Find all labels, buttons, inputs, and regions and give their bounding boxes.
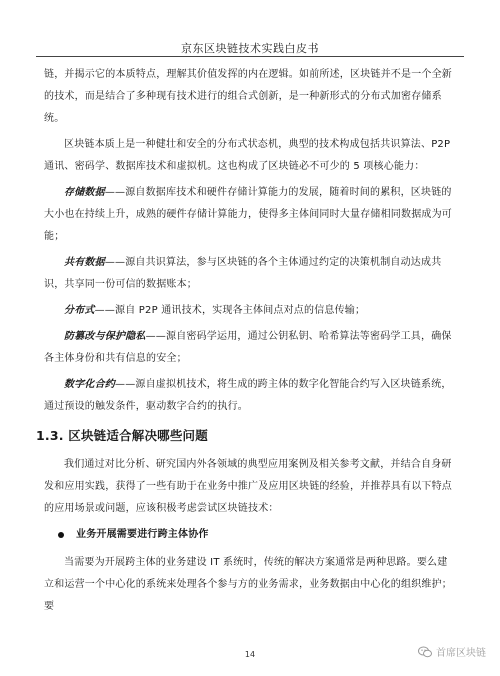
capability-distributed-text: ——源自 P2P 通讯技术，实现各主体间点对点的信息传输； [94, 305, 366, 316]
wechat-icon [418, 646, 432, 658]
capability-distributed [44, 300, 456, 322]
document-body [36, 64, 456, 622]
paragraph-intro-line-1: 链，并揭示它的本质特点，理解其价值发挥的内在逻辑。如前所述，区块链并不是一个全新 [44, 69, 452, 80]
capability-tamper-proof [44, 326, 456, 370]
section-heading: 1.3. 区块链适合解决哪些问题 [36, 428, 208, 443]
capability-distributed-term: 分布式 [64, 305, 95, 316]
bullet-item-label: 业务开展需要进行跨主体协作 [76, 529, 209, 540]
page-number: 14 [244, 650, 256, 659]
capability-smart-contract-text: ——源自虚拟机技术，将生成的跨主体的数字化智能合约写入区块链系统，通过预设的触发条件，驱动数字合约的执行。 [44, 379, 452, 412]
watermark [418, 644, 486, 659]
bullet-dot-icon [58, 532, 64, 538]
capability-shared-data [44, 252, 456, 296]
capability-smart-contract-term: 数字化合约 [64, 379, 115, 390]
capability-tamper-proof-text: ——源自密码学运用，通过公钥私钥、哈希算法等密码学工具，确保各主体身份和共有信息的安全； [44, 331, 452, 364]
paragraph-core-capabilities: 区块链本质上是一种健壮和安全的分布式状态机，典型的技术构成包括共识算法、P2P通讯、密码学、数据库技术和虚拟机。这也构成了区块链必不可少的 5 项核心能力： [44, 139, 451, 172]
capability-storage-text: ——源自数据库技术和硬件存储计算能力的发展，随着时间的累积，区块链的大小也在持续上升，成熟的硬件存储计算能力，使得多主体间同时大量存储相同数据成为可能； [44, 187, 452, 242]
paragraph-scenarios: 我们通过对比分析、研究国内外各领域的典型应用案例及相关参考文献，并结合自身研发和应用实践，获得了一些有助于在业务中推广及应用区块链的经验，并推荐具有以下特点的应用场景或问题，应该积极考虑尝试区块链技术： [44, 459, 452, 514]
capability-shared-data-term: 共有数据 [64, 257, 105, 268]
paragraph-intro-line-3: 统。 [44, 113, 65, 124]
bullet-item [58, 524, 456, 546]
capability-storage-term: 存储数据 [64, 187, 105, 198]
capability-tamper-proof-term: 防篡改与保护隐私 [64, 331, 146, 342]
watermark-text: 首席区块链 [436, 648, 486, 659]
paragraph-cross-entity: 当需要为开展跨主体的业务建设 IT 系统时，传统的解决方案通常是两种思路。要么建立和运营一个中心化的系统来处理各个参与方的业务需求，业务数据由中心化的组织维护；要 [44, 557, 452, 612]
paragraph-intro-line-2: 的技术，而是结合了多种现有技术进行的组合式创新，是一种新形式的分布式加密存储系 [44, 91, 442, 102]
page-header-title: 京东区块链技术实践白皮书 [181, 42, 319, 55]
capability-storage [44, 182, 456, 248]
capability-smart-contract [44, 374, 456, 418]
header-divider [36, 56, 464, 57]
paragraph-intro [44, 64, 456, 130]
capability-shared-data-text: ——源自共识算法，参与区块链的各个主体通过约定的决策机制自动达成共识，共享同一份可信的数据账本； [44, 257, 442, 290]
